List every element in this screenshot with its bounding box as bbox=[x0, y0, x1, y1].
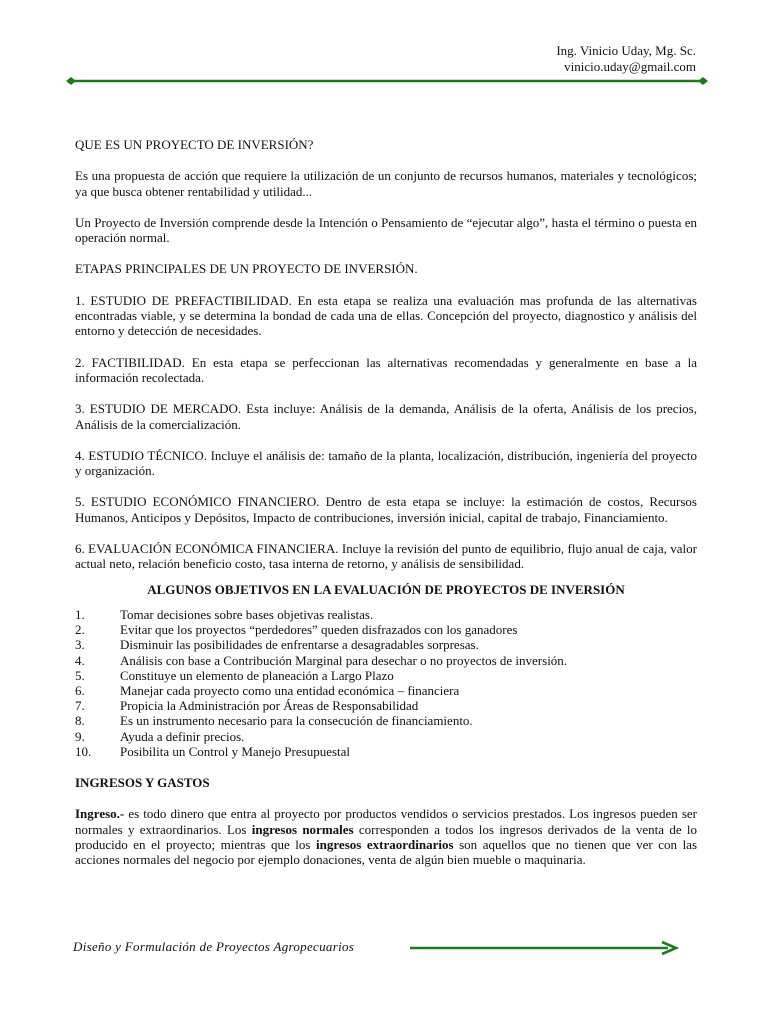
list-item: 3. Disminuir las posibilidades de enfrentarse a desagradables sorpresas. bbox=[75, 637, 479, 653]
list-item: 9. Ayuda a definir precios. bbox=[75, 728, 245, 744]
income-expenses-title: INGRESOS Y GASTOS bbox=[75, 774, 210, 790]
question-title: QUE ES UN PROYECTO DE INVERSIÓN? bbox=[75, 137, 314, 152]
footer-arrow-icon bbox=[410, 940, 680, 956]
list-item: 6. Manejar cada proyecto como una entidad económica – financiera bbox=[75, 682, 460, 698]
objectives-title: ALGUNOS OBJETIVOS EN LA EVALUACIÓN DE PROYECTOS DE INVERSIÓN bbox=[147, 581, 625, 597]
list-item: 4. Análisis con base a Contribución Marginal para desechar o no proyectos de inversión. bbox=[75, 652, 568, 668]
list-item: 7. Propicia la Administración por Áreas de Responsabilidad bbox=[75, 698, 419, 714]
stage-3: 3. ESTUDIO DE MERCADO. Esta incluye: Análisis de la demanda, Análisis de la oferta, Análisis de los precios, Análisis de la comercialización. bbox=[75, 401, 697, 432]
stage-5: 5. ESTUDIO ECONÓMICO FINANCIERO. Dentro de esta etapa se incluye: la estimación de costos, Recursos Humanos, Anticipos y Depósitos, Impacto de contribuciones, inversión inicial, capital de trabajo, Financiamiento. bbox=[75, 494, 697, 525]
list-item: 5. Constituye un elemento de planeación a Largo Plazo bbox=[75, 667, 394, 683]
document-body bbox=[75, 137, 697, 867]
stage-4: 4. ESTUDIO TÉCNICO. Incluye el análisis de: tamaño de la planta, localización, distribución, ingeniería del proyecto y organización. bbox=[75, 447, 697, 479]
author-name: Ing. Vinicio Uday, Mg. Sc. bbox=[556, 43, 696, 58]
normal-income-term: ingresos normales bbox=[251, 821, 354, 837]
stages-title: ETAPAS PRINCIPALES DE UN PROYECTO DE INVERSIÓN. bbox=[75, 261, 418, 277]
extraordinary-income-term: ingresos extraordinarios bbox=[316, 836, 454, 852]
definition-paragraph: Es una propuesta de acción que requiere la utilización de un conjunto de recursos humanos, materiales y tecnológicos; ya que busca obtener rentabilidad y utilidad... bbox=[75, 168, 697, 199]
income-paragraph: Ingreso.- es todo dinero que entra al proyecto por productos vendidos o servicios prestados. Los ingresos pueden ser normales y extraordinarios. Los ingresos normales corresponden a todos los ingresos derivados de la venta de lo producido en el proyecto; mientras que los ingresos extraordinarios son aquellos que no tienen que ver con las acciones normales del negocio por ejemplo donaciones, venta de algún bien mueble o maquinaria. bbox=[75, 806, 698, 868]
stage-2: 2. FACTIBILIDAD. En esta etapa se perfeccionan las alternativas recomendadas y generalmente en base a la información recolectada. bbox=[75, 354, 697, 385]
stage-1: 1. ESTUDIO DE PREFACTIBILIDAD. En esta etapa se realiza una evaluación mas profunda de las alternativas encontradas viable, y se determina la bondad de cada una de ellas. Concepción del proyecto, diagnostico y análisis del entorno y detección de necesidades. bbox=[75, 292, 697, 339]
header-author-block bbox=[396, 43, 696, 75]
list-item: 1. Tomar decisiones sobre bases objetivas realistas. bbox=[75, 606, 374, 622]
list-item: 2. Evitar que los proyectos “perdedores” queden disfrazados con los ganadores bbox=[75, 622, 518, 638]
income-term: Ingreso.- bbox=[75, 806, 125, 822]
stage-6: 6. EVALUACIÓN ECONÓMICA FINANCIERA. Incluye la revisión del punto de equilibrio, flujo anual de caja, valor actual neto, relación beneficio costo, tasa interna de retorno, y análisis de sensibilidad. bbox=[75, 541, 697, 572]
footer-title: Diseño y Formulación de Proyectos Agropecuarios bbox=[73, 939, 355, 954]
header-rule bbox=[66, 76, 708, 86]
objectives-list bbox=[75, 607, 697, 759]
author-email: vinicio.uday@gmail.com bbox=[564, 59, 696, 74]
list-item: 10. Posibilita un Control y Manejo Presupuestal bbox=[75, 743, 351, 759]
list-item: 8. Es un instrumento necesario para la consecución de financiamiento. bbox=[75, 713, 473, 729]
scope-paragraph: Un Proyecto de Inversión comprende desde la Intención o Pensamiento de “ejecutar algo”, hasta el término o puesta en operación normal. bbox=[75, 214, 697, 246]
